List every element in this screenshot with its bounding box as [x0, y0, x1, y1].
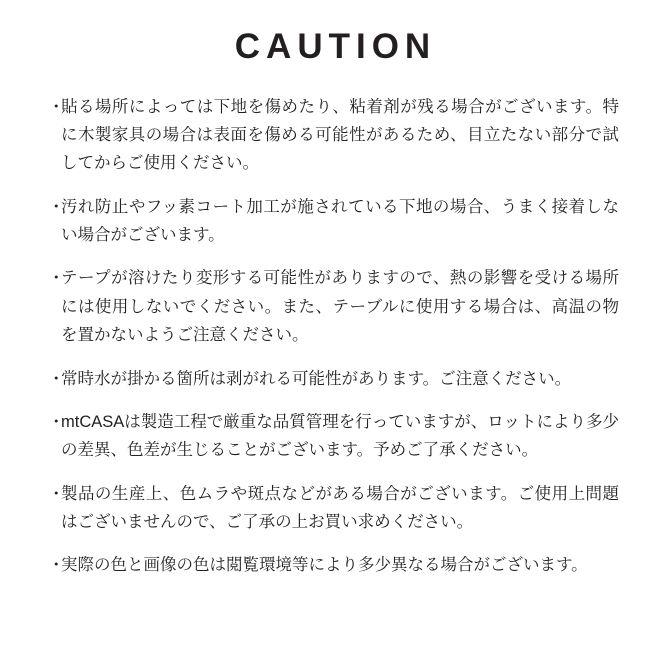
bullet-icon: ・: [48, 556, 65, 575]
list-item: [48, 365, 619, 393]
list-item-text: 常時水が掛かる箇所は剥がれる可能性があります。ご注意ください。: [61, 369, 572, 388]
page-title: CAUTION: [234, 27, 437, 66]
list-item-text: 製品の生産上、色ムラや斑点などがある場合がございます。ご使用上問題はございませんので、ご了承の上お買い求めください。: [61, 484, 619, 531]
list-item-text: 実際の色と画像の色は閲覧環境等により多少異なる場合がございます。: [61, 556, 588, 575]
list-item: [48, 551, 619, 579]
list-item: [48, 480, 619, 537]
bullet-icon: ・: [48, 369, 65, 388]
list-item: [48, 264, 619, 349]
bullet-icon: ・: [48, 484, 65, 503]
list-item: [48, 93, 619, 178]
list-item: [48, 193, 619, 250]
bullet-icon: ・: [48, 97, 65, 116]
bullet-icon: ・: [48, 197, 65, 216]
bullet-icon: ・: [48, 412, 65, 431]
list-item-text: テープが溶けたり変形する可能性がありますので、熱の影響を受ける場所には使用しないでください。また、テーブルに使用する場合は、高温の物を置かないようご注意ください。: [61, 269, 619, 345]
list-item-text: mtCASAは製造工程で厳重な品質管理を行っていますが、ロットにより多少の差異、色差が生じることがございます。予めご了承ください。: [61, 412, 619, 460]
caution-list: [36, 93, 629, 580]
list-item: [48, 408, 619, 465]
list-item-text: 汚れ防止やフッ素コート加工が施されている下地の場合、うまく接着しない場合がございます。: [61, 197, 619, 244]
list-item-text: 貼る場所によっては下地を傷めたり、粘着剤が残る場合がございます。特に木製家具の場合は表面を傷める可能性があるため、目立たない部分で試してからご使用ください。: [61, 97, 619, 173]
bullet-icon: ・: [48, 269, 65, 288]
